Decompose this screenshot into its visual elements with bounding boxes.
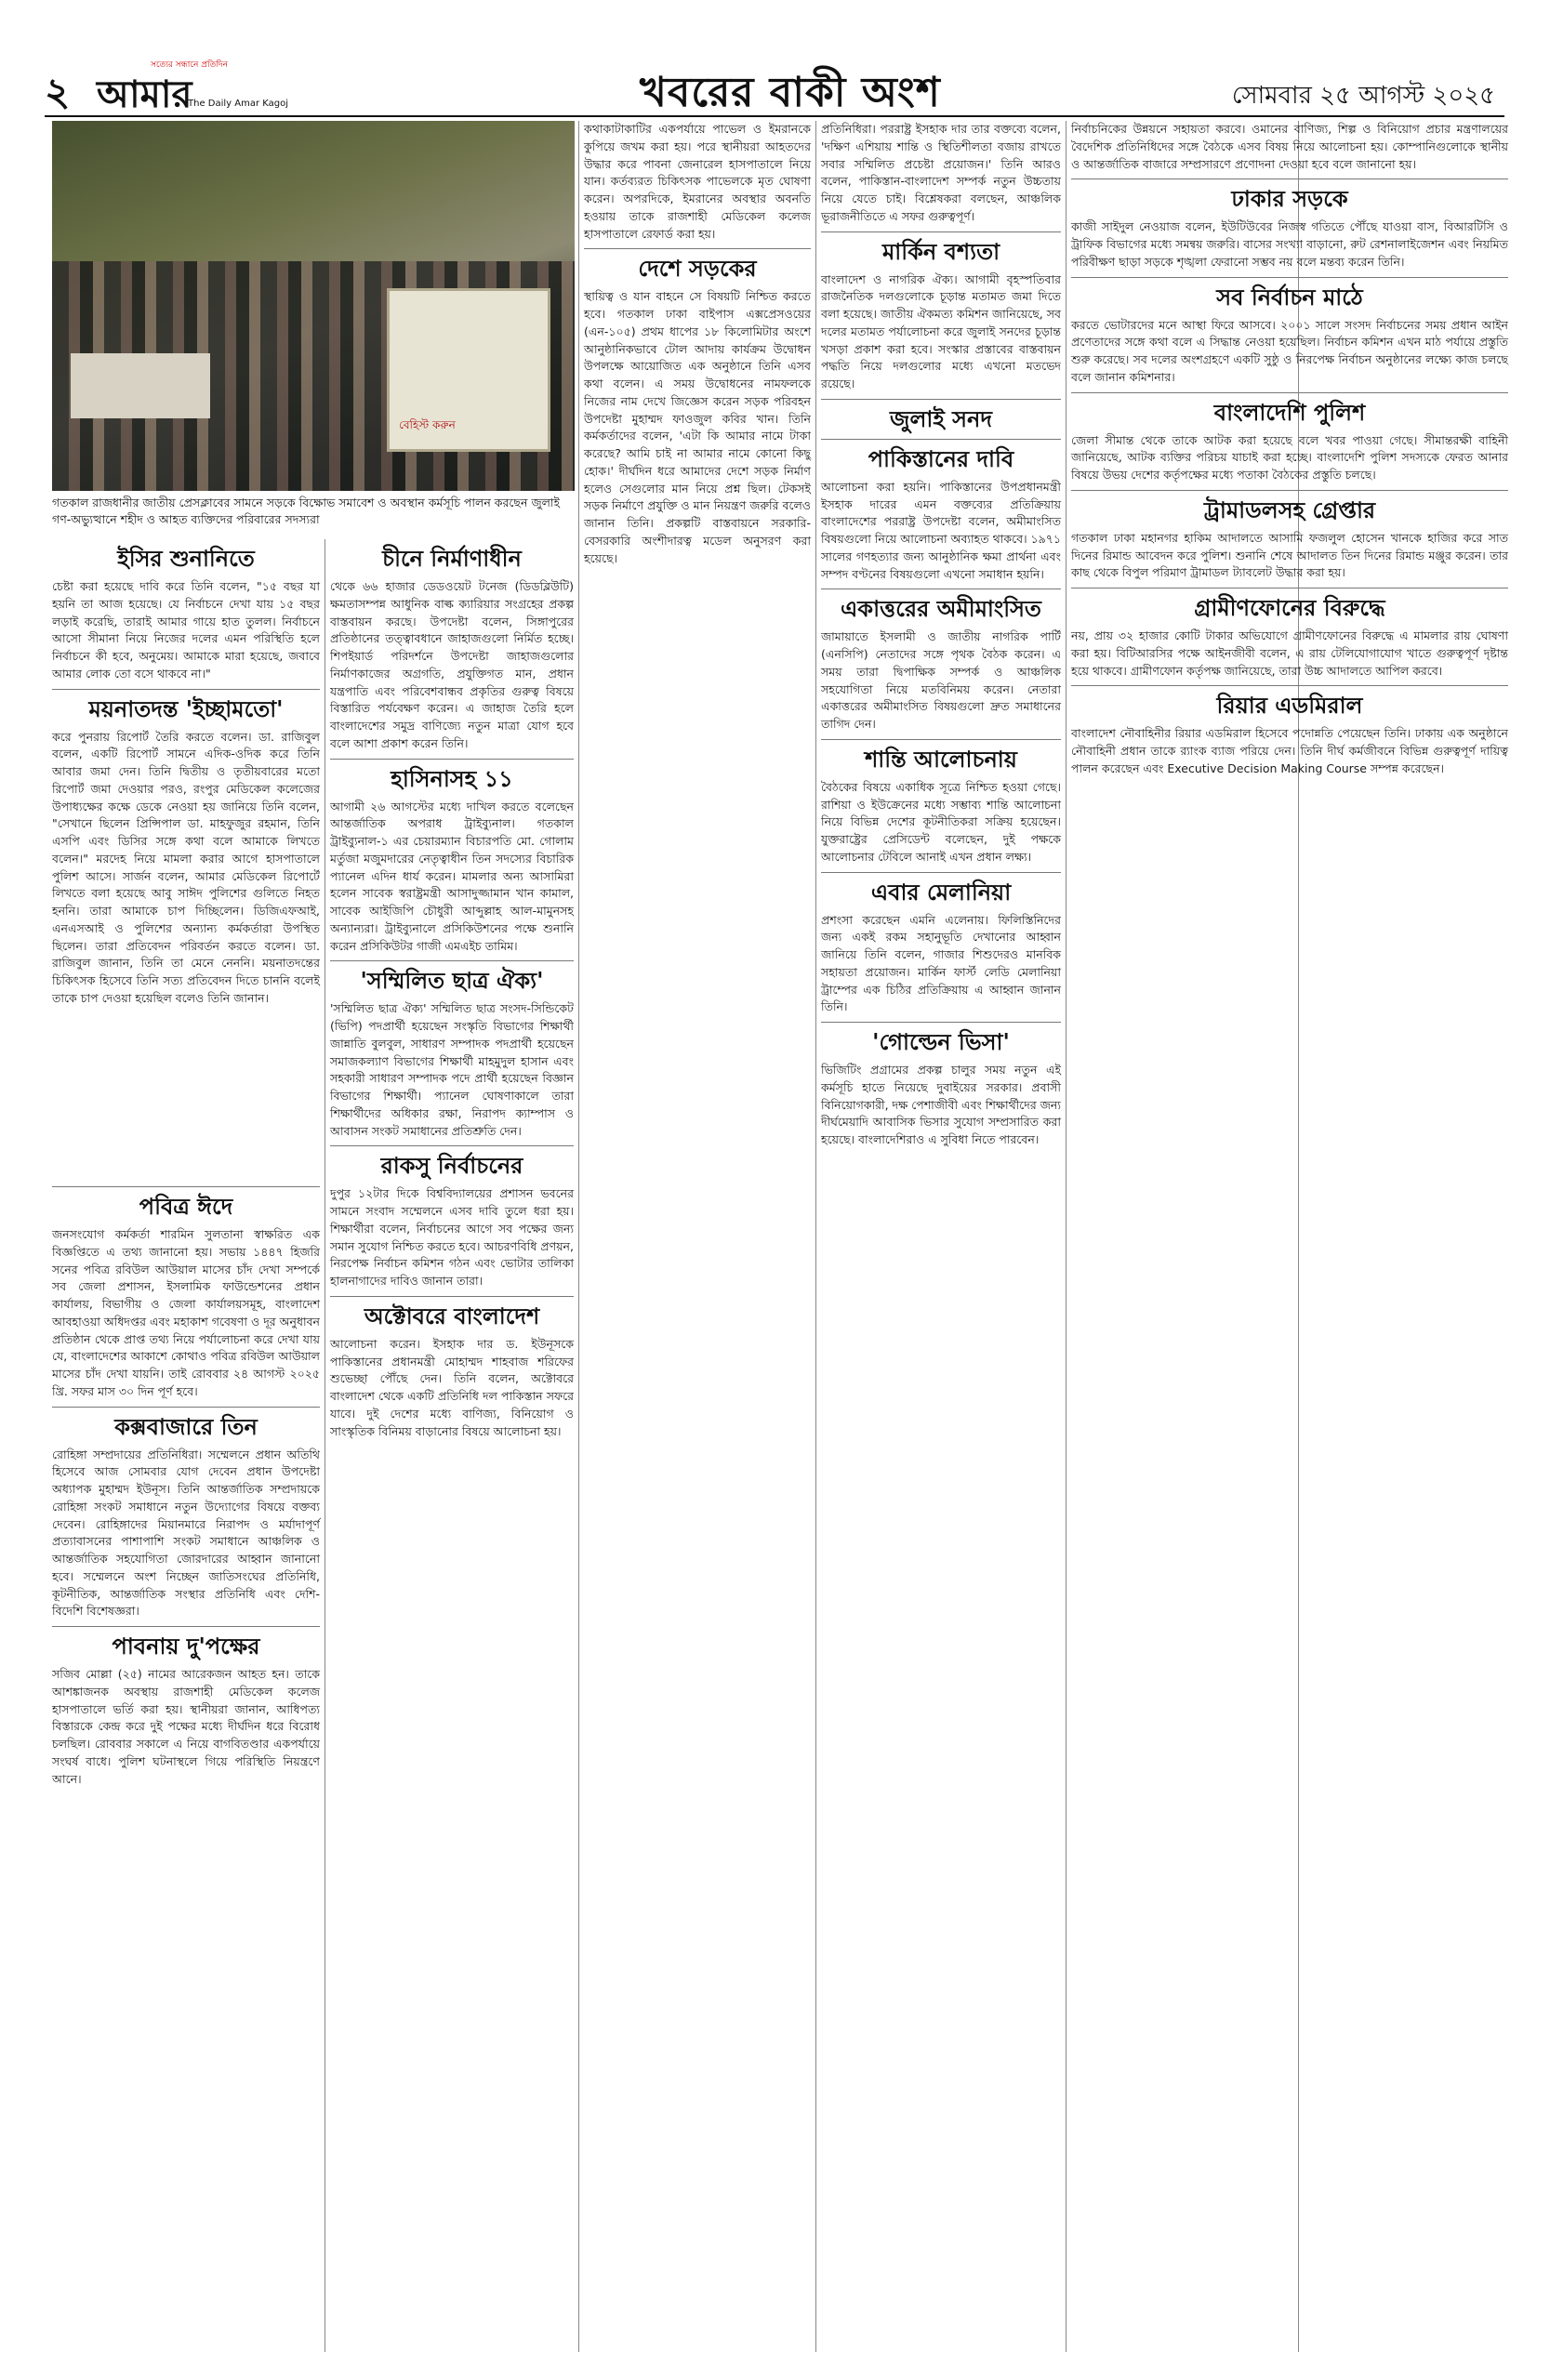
- divider: [821, 739, 1061, 740]
- photo-caption: গতকাল রাজধানীর জাতীয় প্রেসক্লাবের সামনে সড়কে বিক্ষোভ সমাবেশ ও অবস্থান কর্মসূচি পালন করছেন জুলাই গণ-অভ্যুত্থানে শহীদ ও আহত ব্যক্তিদের পরিবারের সদস্যরা: [52, 496, 561, 527]
- brand-name: আমার: [97, 73, 192, 116]
- headline-pakistan: পাকিস্তানের দাবি: [868, 444, 1014, 472]
- article-shanti-body: বৈঠকের বিষয়ে একাধিক সূত্রে নিশ্চিত হওয়া গেছে। রাশিয়া ও ইউক্রেনের মধ্যে সম্ভাব্য শান্তি আলোচনা নিয়ে বিভিন্ন দেশের কূটনীতিকরা সক্রিয় হয়েছেন। যুক্তরাষ্ট্রের প্রেসিডেন্ট বলেছেন, দুই পক্ষকে আলোচনার টেবিলে আনাই এখন প্রধান লক্ষ্য।: [821, 779, 1061, 864]
- divider: [52, 1626, 320, 1627]
- headline-police: বাংলাদেশি পুলিশ: [1213, 398, 1366, 426]
- article-police-body: জেলা সীমান্ত থেকে তাকে আটক করা হয়েছে বলে খবর পাওয়া গেছে। সীমান্তরক্ষী বাহিনী জানিয়েছে, আটক ব্যক্তির পরিচয় যাচাই করা হচ্ছে। বাংলাদেশি পুলিশ সদস্যকে ফেরত আনার বিষয়ে উভয় দেশের কর্তৃপক্ষের মধ্যে পতাকা বৈঠকের প্রস্তুতি চলছে।: [1071, 432, 1508, 482]
- divider: [330, 960, 574, 961]
- headline-grameen: গ্রামীণফোনের বিরুদ্ধে: [1194, 594, 1385, 621]
- headline-admiral: রিয়ার এডমিরাল: [1216, 692, 1363, 720]
- article-hasina-body: আগামী ২৬ আগস্টের মধ্যে দাখিল করতে বলেছেন আন্তর্জাতিক অপরাধ ট্রাইব্যুনাল। গতকাল ট্রাইব্যুনাল-১ এর চেয়ারম্যান বিচারপতি মো. গোলাম মর্তুজা মজুমদারের নেতৃত্বাধীন তিন সদস্যের বিচারিক প্যানেল এদিন ধার্য করেন। মামলার অন্য আসামিরা হলেন সাবেক স্বরাষ্ট্রমন্ত্রী আসাদুজ্জামান খান কামাল, সাবেক আইজিপি চৌধুরী আব্দুল্লাহ আল-মামুনসহ অন্যান্যরা। ট্রাইব্যুনালে প্রসিকিউশনের পক্ষে শুনানি করেন প্রসিকিউটর গাজী এমএইচ তামিম।: [330, 799, 574, 953]
- headline-issi: ইসির শুনানিতে: [117, 545, 255, 572]
- column-4: [821, 121, 1061, 1149]
- headline-deshe: দেশে সড়কের: [638, 255, 757, 283]
- article-golden-body: ভিজিটিং প্রগ্রামের প্রকল্প চালুর সময় নতুন এই কর্মসূচি হাতে নিয়েছে দুবাইয়ের সরকার। প্রবাসী বিনিয়োগকারী, দক্ষ পেশাজীবী এবং শিক্ষার্থীদের জন্য দীর্ঘমেয়াদি আবাসিক ভিসার সুযোগ সম্প্রসারিত করা হয়েছে। বাংলাদেশিরাও এ সুবিধা নিতে পারবেন।: [821, 1063, 1061, 1146]
- headline-rakshu: রাকসু নির্বাচনের: [380, 1152, 523, 1180]
- article-moyna-body: করে পুনরায় রিপোর্ট তৈরি করতে বলেন। ডা. রাজিবুল বলেন, একটি রিপোর্ট সামনে এদিক-ওদিক করে তিনি আবার জমা দেন। তিনি দ্বিতীয় ও তৃতীয়বারের মতো রিপোর্ট জমা দেওয়ার পরও, রংপুর মেডিকেল কলেজের উপাধ্যক্ষের কক্ষে ডেকে নেওয়া হয় জানিয়ে তিনি বলেন, "সেখানে ছিলেন প্রিন্সিপাল ডা. মাহফুজুর রহমান, তিনি এসপি এবং ডিসির সঙ্গে কথা বলে আমাকে লিখতে বলেন।" মরদেহ নিয়ে মামলা করার আগে হাসপাতালে পুলিশ আসে। সার্জন বলেন, আমার মেডিকেল রিপোর্টে লিখতে বলা হয়েছে আবু সাঈদ পুলিশের গুলিতে নিহত হননি। তারা আমাকে চাপ দিচ্ছিলেন। ডিজিএফআই, এনএসআই ও পুলিশের অন্যান্য কর্মকর্তারা উপস্থিত ছিলেন। তারা প্রতিবেদন পরিবর্তন করতে বলেন। ডা. রাজিবুল জানান, তিনি তা মেনে নেননি। ময়নাতদন্তের চিকিৎসক হিসেবে তিনি সত্য প্রতিবেদন দিতে চাননি বলেই তাকে চাপ দেওয়া হয়েছিল বলেও তিনি জানান।: [52, 729, 320, 1005]
- protest-sign: [71, 353, 210, 418]
- column-1: [52, 539, 320, 1008]
- article-melania-body: প্রশংসা করেছেন এমনি এলেনায়। ফিলিস্তিনিদের জন্য একই রকম সহানুভূতি দেখানোর আহ্বান জানিয়ে তিনি বলেন, গাজার শিশুদেরও মানবিক সহায়তা প্রয়োজন। মার্কিন ফার্স্ট লেডি মেলানিয়া ট্রাম্পের এক চিঠির প্রতিক্রিয়ায় এ আহ্বান জানান তিনি।: [821, 912, 1061, 1014]
- article-deshe-body: স্থায়িত্ব ও যান বাহনে সে বিষয়টি নিশ্চিত করতে হবে। গতকাল ঢাকা বাইপাস এক্সপ্রেসওয়ের (এন-১০৫) প্রথম ধাপের ১৮ কিলোমিটার অংশে আনুষ্ঠানিকভাবে টোল আদায় কার্যক্রম উদ্বোধন উপলক্ষে আয়োজিত এক অনুষ্ঠানে তিনি এসব কথা বলেন। এ সময় উদ্বোধনের নামফলকে নিজের নাম দেখে জিজ্ঞেস করেন সড়ক পরিবহন উপদেষ্টা মুহাম্মদ ফাওজুল কবির খান। তিনি কর্মকর্তাদের বলেন, 'এটা কি আমার নামে টাকা করেছে? আমি চাই না আমার নামে কোনো কিছু হোক।' দীর্ঘদিন ধরে আমাদের দেশে সড়ক নির্মাণ হলেও সেগুলোর মান নিয়ে প্রশ্ন ছিল। টেকসই সড়ক নির্মাণে প্রযুক্তি ও মান নিয়ন্ত্রণ জরুরি বলেও জানান তিনি। প্রকল্পটি বাস্তবায়নে সরকারি-বেসরকারি অংশীদারত্ব মডেল অনুসরণ করা হয়েছে।: [584, 289, 811, 565]
- headline-sob-nirbachon: সব নির্বাচন মাঠে: [1216, 283, 1363, 311]
- headline-ekattor: একাত্তরের অমীমাংসিত: [841, 595, 1041, 623]
- column-rule: [578, 121, 579, 2352]
- divider: [821, 231, 1061, 232]
- headline-sommilito: 'সম্মিলিত ছাত্র ঐক্য': [360, 967, 544, 995]
- brand-tagline: সত্যের সন্ধানে প্রতিদিন: [151, 60, 228, 70]
- headline-october: অক্টোবরে বাংলাদেশ: [364, 1302, 540, 1329]
- divider: [821, 439, 1061, 440]
- divider: [52, 1407, 320, 1408]
- headline-melania: এবার মেলানিয়া: [870, 878, 1012, 906]
- article-sommilito-body: 'সম্মিলিত ছাত্র ঐক্য' সম্মিলিত ছাত্র সংসদ-সিন্ডিকেট (ভিপি) পদপ্রার্থী হয়েছেন সংস্কৃতি বিভাগের শিক্ষার্থী জান্নাতি বুলবুল, সাধারণ সম্পাদক পদপ্রার্থী হয়েছেন সমাজকল্যাণ বিভাগের শিক্ষার্থী মাহমুদুল হাসান এবং সহকারী সাধারণ সম্পাদক পদে প্রার্থী হয়েছেন বিজ্ঞান বিভাগের শিক্ষার্থী। প্যানেল ঘোষণাকালে তারা শিক্ষার্থীদের অধিকার রক্ষা, নিরাপদ ক্যাম্পাস ও আবাসন সংকট সমাধানের প্রতিশ্রুতি দেন।: [330, 1001, 574, 1138]
- article-china-body: থেকে ৬৬ হাজার ডেডওয়েট টনেজ (ডিডব্লিউটি) ক্ষমতাসম্পন্ন আধুনিক বাল্ক ক্যারিয়ার সংগ্রহের প্রকল্প বাস্তবায়ন করছে। উপদেষ্টা বলেন, সিঙ্গাপুরের প্রতিষ্ঠানের তত্ত্বাবধানে জাহাজগুলো নির্মিত হচ্ছে। শিপইয়ার্ড পরিদর্শনে উপদেষ্টা জাহাজগুলোর নির্মাণকাজের অগ্রগতি, প্রযুক্তিগত মান, প্রধান যন্ত্রপাতি এবং পরিবেশবান্ধব প্রকৃতির গুরুত্ব বিষয়ে বিস্তারিত পর্যবেক্ষণ করেন। এ জাহাজ তৈরি হলে বাংলাদেশের সমুদ্র বাণিজ্যে নতুন মাত্রা যোগ হবে বলে আশা প্রকাশ করেন তিনি।: [330, 579, 574, 750]
- article-rakshu-body: দুপুর ১২টার দিকে বিশ্ববিদ্যালয়ের প্রশাসন ভবনের সামনে সংবাদ সম্মেলনে এসব দাবি তুলে ধরা হয়। শিক্ষার্থীরা বলেন, নির্বাচনের আগে সব পক্ষের জন্য সমান সুযোগ নিশ্চিত করতে হবে। আচরণবিধি প্রণয়ন, নিরপেক্ষ নির্বাচন কমিশন গঠন এবং ভোটার তালিকা হালনাগাদের দাবিও জানান তারা।: [330, 1186, 574, 1288]
- lead-photo: [52, 121, 575, 530]
- headline-coxsbazar: কক্সবাজারে তিন: [114, 1412, 258, 1440]
- divider: [1071, 490, 1508, 491]
- article-sob-nirbachon-body: করতে ভোটারদের মনে আস্থা ফিরে আসবে। ২০০১ সালে সংসদ নির্বাচনের সময় প্রধান আইন প্রণেতাদের সঙ্গে কথা বলে এ সিদ্ধান্ত নেওয়া হয়েছিল। নির্বাচন কমিশন এখন মাঠ পর্যায়ে প্রস্তুতি শুরু করেছে। সব দলের অংশগ্রহণে একটি সুষ্ঠু ও নিরপেক্ষ নির্বাচন অনুষ্ঠানের লক্ষ্যে কাজ চলছে বলে জানান কমিশনার।: [1071, 317, 1508, 384]
- divider: [821, 588, 1061, 589]
- brand-logo: [76, 58, 290, 116]
- article-admiral-body: বাংলাদেশ নৌবাহিনীর রিয়ার এডমিরাল হিসেবে পদোন্নতি পেয়েছেন তিনি। ঢাকায় এক অনুষ্ঠানে নৌবাহিনী প্রধান তাকে র‍্যাংক ব্যাজ পরিয়ে দেন। তিনি দীর্ঘ কর্মজীবনে বিভিন্ন গুরুত্বপূর্ণ দায়িত্ব পালন করেছেন এবং Executive Decision Making Course সম্পন্ন করেছেন।: [1071, 726, 1508, 775]
- protest-poster: [387, 288, 550, 452]
- divider: [1071, 685, 1508, 686]
- headline-golden: 'গোল্ডেন ভিসা': [872, 1028, 1010, 1055]
- article-ekattor-body: জামায়াতে ইসলামী ও জাতীয় নাগরিক পার্টি (এনসিপি) নেতাদের সঙ্গে পৃথক বৈঠক করেন। এ সময় তারা দ্বিপাক্ষিক সম্পর্ক ও আঞ্চলিক সহযোগিতা নিয়ে মতবিনিময় করেন। নেতারা একাত্তরের অমীমাংসিত বিষয়গুলো দ্রুত সমাধানের তাগিদ দেন।: [821, 629, 1061, 731]
- column-3: [584, 121, 811, 567]
- headline-dhaka-sharak: ঢাকার সড়কে: [1231, 185, 1348, 213]
- column-2: [330, 539, 574, 1440]
- article-october-body: আলোচনা করেন। ইসহাক দার ড. ইউনূসকে পাকিস্তানের প্রধানমন্ত্রী মোহাম্মদ শাহবাজ শরিফের শুভেচ্ছা পৌঁছে দেন। তিনি বলেন, অক্টোবরে বাংলাদেশ থেকে একটি প্রতিনিধি দল পাকিস্তান সফরে যাবে। দুই দেশের মধ্যে বাণিজ্য, বিনিয়োগ ও সাংস্কৃতিক বিনিময় বাড়ানোর বিষয়ে আলোচনা হয়।: [330, 1336, 574, 1438]
- article-tram-body: গতকাল ঢাকা মহানগর হাকিম আদালতে আসামি ফজলুল হোসেন খানকে হাজির করে সাত দিনের রিমান্ড আবেদন করে পুলিশ। শুনানি শেষে আদালত তিন দিনের রিমান্ড মঞ্জুর করেন। তার কাছ থেকে বিপুল পরিমাণ ট্রামাডল ট্যাবলেট উদ্ধার করা হয়।: [1071, 530, 1508, 580]
- divider: [330, 1145, 574, 1146]
- headline-hasina: হাসিনাসহ ১১: [391, 764, 513, 792]
- headline-pabna: পাবনায় দু'পক্ষের: [112, 1633, 260, 1659]
- headline-moyna: ময়নাতদন্ত 'ইচ্ছামতো': [88, 694, 284, 722]
- headline-tram: ট্রামাডলসহ গ্রেপ্তার: [1203, 496, 1376, 523]
- divider: [52, 689, 320, 690]
- masthead: [45, 58, 1504, 117]
- divider: [821, 1022, 1061, 1023]
- headline-eid: পবিত্র ঈদে: [139, 1193, 233, 1220]
- divider: [584, 248, 811, 249]
- divider: [821, 872, 1061, 873]
- article-dhaka-sharak-body: কাজী সাইদুল নেওয়াজ বলেন, ইউটিউবের নিজস্ব গতিতে পৌঁছে যাওয়া বাস, বিআরটিসি ও ট্রাফিক বিভাগের মধ্যে সমন্বয় জরুরি। বাসের সংখ্যা বাড়ানো, রুট রেশনালাইজেশন এবং নিয়মিত পরিবীক্ষণ ছাড়া সড়কে শৃঙ্খলা ফেরানো সম্ভব নয় বলে মন্তব্য করেন তিনি।: [1071, 219, 1508, 269]
- divider: [330, 759, 574, 760]
- column-rule: [815, 121, 816, 2352]
- issue-date: সোমবার ২৫ আগস্ট ২০২৫: [1231, 82, 1495, 110]
- column-1-lower: [52, 1181, 320, 1788]
- divider: [821, 399, 1061, 400]
- article-eid-body: জনসংযোগ কর্মকর্তা শারমিন সুলতানা স্বাক্ষরিত এক বিজ্ঞপ্তিতে এ তথ্য জানানো হয়। সভায় ১৪৪৭ হিজরি সনের পবিত্র রবিউল আউয়াল মাসের চাঁদ দেখা সম্পর্কে সব জেলা প্রশাসন, ইসলামিক ফাউন্ডেশনের প্রধান কার্যালয়, বিভাগীয় ও জেলা কার্যালয়সমূহ, বাংলাদেশ আবহাওয়া অধিদপ্তর এবং মহাকাশ গবেষণা ও দূর অনুধাবন প্রতিষ্ঠান থেকে প্রাপ্ত তথ্য নিয়ে পর্যালোচনা করে দেখা যায় যে, বাংলাদেশের আকাশে কোথাও পবিত্র রবিউল আউয়াল মাসের চাঁদ দেখা যায়নি। তাই রোববার ২৪ আগস্ট ২০২৫ খ্রি. সফর মাস ৩০ দিন পূর্ণ হবে।: [52, 1227, 320, 1398]
- divider: [330, 1296, 574, 1297]
- column-5-6: [1071, 121, 1508, 778]
- article-markin-lead: প্রতিনিধিরা। পররাষ্ট্র ইসহাক দার তার বক্তব্যে বলেন, 'দক্ষিণ এশিয়ায় শান্তি ও স্থিতিশীলতা বজায় রাখতে সবার সম্মিলিত প্রচেষ্টা প্রয়োজন।' তিনি আরও বলেন, পাকিস্তান-বাংলাদেশ সম্পর্ক নতুন উচ্চতায় নিয়ে যেতে চাই। বিশ্লেষকরা বলছেন, আঞ্চলিক ভূরাজনীতিতে এ সফর গুরুত্বপূর্ণ।: [821, 122, 1061, 223]
- headline-china: চীনে নির্মাণাধীন: [382, 545, 522, 572]
- poster-text: বেহিস্ট করুন: [399, 418, 456, 431]
- article-pabna-body: সজিব মোল্লা (২৫) নামের আরেকজন আহত হন। তাকে আশঙ্কাজনক অবস্থায় রাজশাহী মেডিকেল কলেজ হাসপাতালে ভর্তি করা হয়। স্থানীয়রা জানান, আধিপত্য বিস্তারকে কেন্দ্র করে দুই পক্ষের মধ্যে দীর্ঘদিন ধরে বিরোধ চলছিল। রোববার সকালে এ নিয়ে বাগবিতণ্ডার একপর্যায়ে সংঘর্ষ বাধে। পুলিশ ঘটনাস্থলে গিয়ে পরিস্থিতি নিয়ন্ত্রণে আনে।: [52, 1667, 320, 1786]
- article-continuation: কথাকাটাকাটির একপর্যায়ে পাভেল ও ইমরানকে কুপিয়ে জখম করা হয়। পরে স্থানীয়রা আহতদের উদ্ধার করে পাবনা জেনারেল হাসপাতালে নিয়ে যান। কর্তব্যরত চিকিৎসক পাভেলকে মৃত ঘোষণা করেন। অপরদিকে, ইমরানের অবস্থার অবনতি হওয়ায় তাকে রাজশাহী মেডিকেল কলেজ হাসপাতালে রেফার্ড করা হয়।: [584, 122, 811, 241]
- headline-shanti: শান্তি আলোচনায়: [865, 745, 1017, 773]
- article-july-lead: বাংলাদেশ ও নাগরিক ঐক্য। আগামী বৃহস্পতিবার রাজনৈতিক দলগুলোকে চূড়ান্ত মতামত জমা দিতে বলা হয়েছে। জাতীয় ঐকমত্য কমিশন জানিয়েছে, সব দলের মতামত পর্যালোচনা করে জুলাই সনদের চূড়ান্ত খসড়া প্রকাশ করা হবে। সংস্কার প্রস্তাবের বাস্তবায়ন পদ্ধতি নিয়ে দলগুলোর মধ্যে এখনো মতভেদ রয়েছে।: [821, 271, 1061, 390]
- section-title: খবরের বাকী অংশ: [640, 69, 941, 116]
- article-issi-body: চেষ্টা করা হয়েছে দাবি করে তিনি বলেন, "১৫ বছর যা হয়নি তা আজ হয়েছে। যে নির্বাচনে দেখা যায় ১৫ বছর লড়াই করেছি, তারাই আমার গায়ে হাত তুলল। নির্বাচনে আসো সীমানা নিয়ে নিজের দলের এমন পরিস্থিতি হলে নির্বাচনে কী হবে, অনুমেয়। আমাকে মারা হয়েছে, জবাবে আমার লোক তো বসে থাকবে না।": [52, 579, 320, 681]
- article-pakistan-body: আলোচনা করা হয়নি। পাকিস্তানের উপপ্রধানমন্ত্রী ইসহাক দারের এমন বক্তব্যের প্রতিক্রিয়ায় বাংলাদেশের পররাষ্ট্র উপদেষ্টা বলেন, অমীমাংসিত বিষয়গুলো নিয়ে আলোচনা অব্যাহত থাকবে। ১৯৭১ সালের গণহত্যার জন্য আনুষ্ঠানিক ক্ষমা প্রার্থনা এবং সম্পদ বণ্টনের বিষয়গুলো এখনো সমাধান হয়নি।: [821, 479, 1061, 581]
- divider: [1071, 392, 1508, 393]
- article-grameen-body: নয়, প্রায় ৩২ হাজার কোটি টাকার অভিযোগে গ্রামীণফোনের বিরুদ্ধে এ মামলার রায় ঘোষণা করা হয়। বিটিআরসির পক্ষে আইনজীবী বলেন, এ রায় টেলিযোগাযোগ খাতে গুরুত্বপূর্ণ দৃষ্টান্ত হয়ে থাকবে। গ্রামীণফোন কর্তৃপক্ষ জানিয়েছে, তারা উচ্চ আদালতে আপিল করবে।: [1071, 628, 1508, 678]
- headline-markin: মার্কিন বশ্যতা: [881, 237, 1000, 265]
- headline-july: জুলাই সনদ: [890, 404, 992, 432]
- article-nirvachani-body: নির্বাচনিকের উন্নয়নে সহায়তা করবে। ওমানের বাণিজ্য, শিল্প ও বিনিয়োগ প্রচার মন্ত্রণালয়ের বৈদেশিক প্রতিনিধিদের সঙ্গে বৈঠকে এসব বিষয় নিয়ে আলোচনা হয়। কোম্পানিগুলোকে স্থানীয় ও আন্তর্জাতিক বাজারে সম্প্রসারণে প্রণোদনা দেওয়া হবে বলে জানানো হয়।: [1071, 122, 1508, 171]
- article-coxsbazar-body: রোহিঙ্গা সম্প্রদায়ের প্রতিনিধিরা। সম্মেলনে প্রধান অতিথি হিসেবে আজ সোমবার যোগ দেবেন প্রধান উপদেষ্টা অধ্যাপক মুহাম্মদ ইউনূস। তিনি আন্তর্জাতিক সম্প্রদায়কে রোহিঙ্গা সংকট সমাধানে নতুন উদ্যোগের বিষয়ে বক্তব্য দেবেন। রোহিঙ্গাদের মিয়ানমারে নিরাপদ ও মর্যাদাপূর্ণ প্রত্যাবাসনের পাশাপাশি সংকট সমাধানে আঞ্চলিক ও আন্তর্জাতিক সহযোগিতা জোরদারের আহ্বান জানানো হবে। সম্মেলনে অংশ নিচ্ছেন জাতিসংঘের প্রতিনিধি, কূটনীতিক, আন্তর্জাতিক সংস্থার প্রতিনিধি এবং দেশি-বিদেশি বিশেষজ্ঞরা।: [52, 1447, 320, 1619]
- brand-subtitle: The Daily Amar Kagoj: [188, 99, 289, 109]
- page-number: ২: [45, 69, 71, 114]
- divider: [52, 1186, 320, 1187]
- divider: [1071, 178, 1508, 179]
- protest-photo: [52, 121, 575, 491]
- divider: [1071, 277, 1508, 278]
